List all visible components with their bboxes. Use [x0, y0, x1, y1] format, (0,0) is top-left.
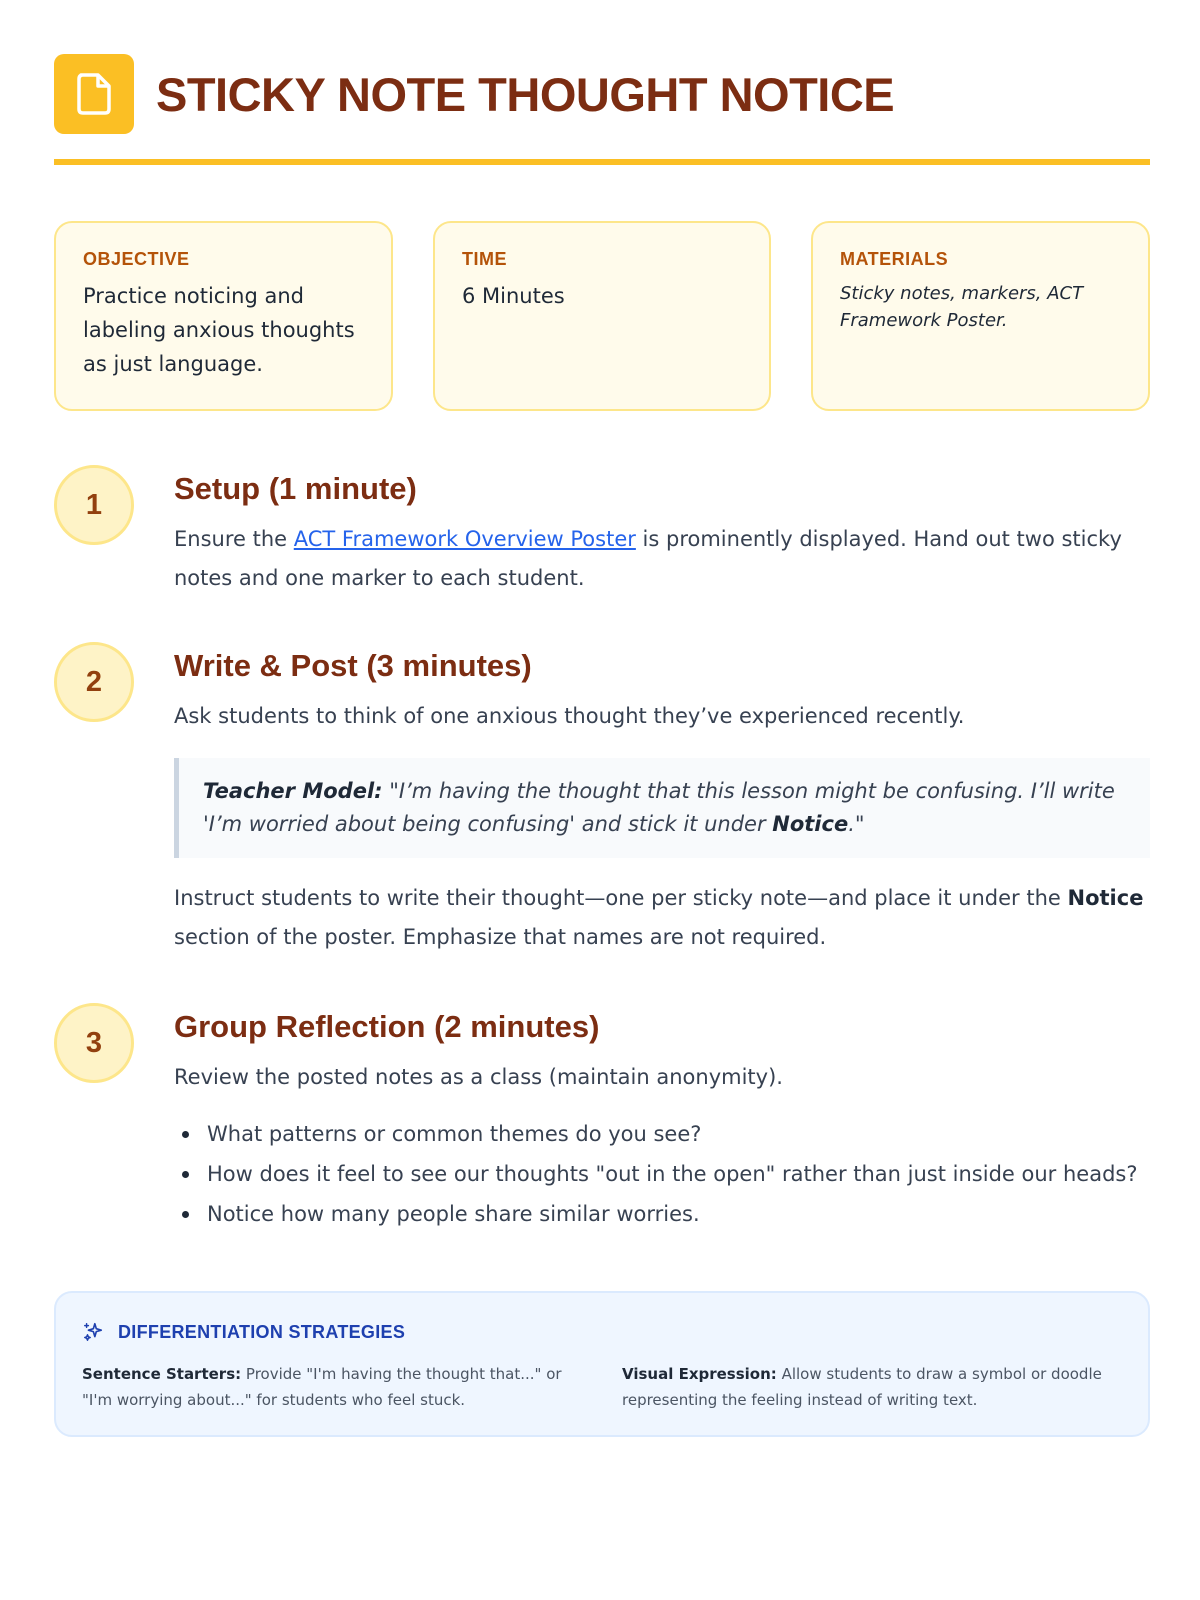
time-card: [433, 221, 771, 411]
step-title: Setup (1 minute): [174, 471, 417, 506]
strategy-label: Sentence Starters:: [82, 1365, 242, 1383]
page-title: STICKY NOTE THOUGHT NOTICE: [156, 67, 895, 121]
quote-end: .": [848, 812, 865, 836]
time-text: 6 Minutes: [462, 284, 565, 308]
strategy-text: Provide "I'm having the thought that..." or "I'm worrying about..." for students who feel stuck.: [82, 1365, 562, 1409]
step-number-badge: 1: [54, 465, 134, 545]
step-title: Write & Post (3 minutes): [174, 648, 532, 683]
quote-bold: Notice: [772, 812, 849, 836]
teacher-model-quote: [174, 758, 1150, 858]
step-content: [174, 465, 1150, 598]
act-poster-link[interactable]: ACT Framework Overview Poster: [293, 527, 636, 551]
materials-label: MATERIALS: [840, 249, 949, 269]
objective-label: OBJECTIVE: [83, 249, 190, 269]
text-segment: is prominently displayed. Hand out two sticky notes and one marker to each student.: [174, 527, 1122, 590]
sentence-starters-strategy: [82, 1361, 582, 1413]
info-cards: [54, 221, 1150, 411]
step-number-badge: 2: [54, 642, 134, 722]
text-segment: Instruct students to write their thought—one per sticky note—and place it under the: [174, 886, 1068, 910]
step-description: [174, 520, 1150, 598]
differentiation-title: DIFFERENTIATION STRATEGIES: [118, 1321, 406, 1342]
strategy-columns: [82, 1361, 1122, 1413]
materials-text: Sticky notes, markers, ACT Framework Poster.: [840, 283, 1084, 331]
step-intro: Ask students to think of one anxious thought they’ve experienced recently.: [174, 704, 965, 728]
list-item: Notice how many people share similar worries.: [174, 1194, 1150, 1234]
strategy-text: Allow students to draw a symbol or doodle representing the feeling instead of writing text.: [622, 1365, 1102, 1409]
step-content: [174, 642, 1150, 957]
step-intro: Review the posted notes as a class (maintain anonymity).: [174, 1065, 783, 1089]
differentiation-header: [82, 1321, 1122, 1343]
quote-text: "I’m having the thought that this lesson might be confusing. I’ll write 'I’m worried about being confusing' and stick it under: [203, 779, 1115, 836]
strategy-label: Visual Expression:: [622, 1365, 777, 1383]
quote-label: Teacher Model:: [203, 779, 383, 803]
reflection-questions: [174, 1114, 1150, 1234]
objective-card: [54, 221, 393, 411]
objective-text: Practice noticing and labeling anxious thoughts as just language.: [83, 284, 355, 376]
list-item: How does it feel to see our thoughts "out in the open" rather than just inside our heads?: [174, 1154, 1150, 1194]
step-title: Group Reflection (2 minutes): [174, 1009, 600, 1044]
step-content: [174, 1003, 1150, 1234]
bold-term: Notice: [1067, 886, 1144, 910]
sparkles-icon: [82, 1321, 104, 1343]
step-number-badge: 3: [54, 1003, 134, 1083]
text-segment: Ensure the: [174, 527, 294, 551]
list-item: What patterns or common themes do you see?: [174, 1114, 1150, 1154]
document-icon: [54, 54, 134, 134]
visual-expression-strategy: [622, 1361, 1122, 1413]
differentiation-panel: [54, 1291, 1150, 1437]
materials-card: [811, 221, 1150, 411]
time-label: TIME: [462, 249, 507, 269]
page-header: [54, 54, 1150, 134]
step-instruction: [174, 879, 1150, 957]
header-divider: [54, 159, 1150, 165]
text-segment: section of the poster. Emphasize that names are not required.: [174, 925, 827, 949]
